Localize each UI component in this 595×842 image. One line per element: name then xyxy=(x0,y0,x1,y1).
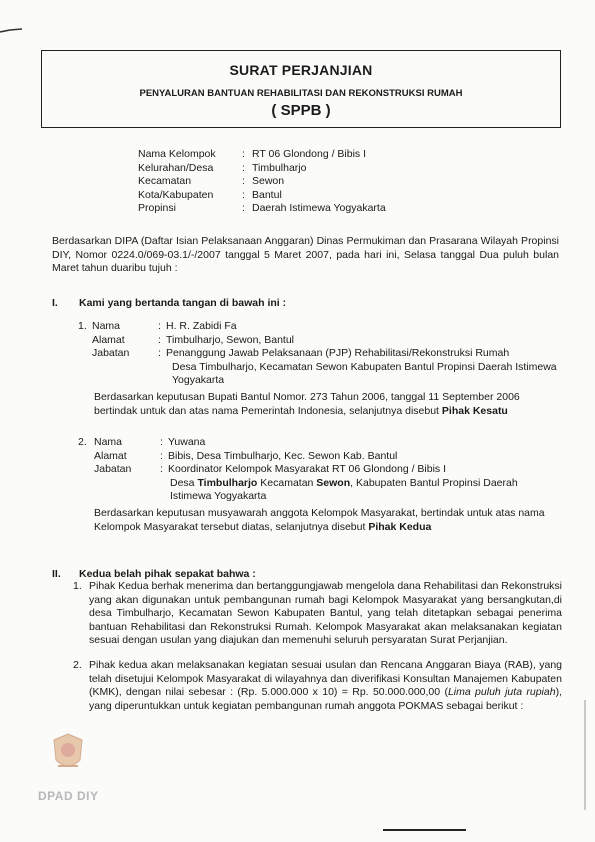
intro-paragraph: Berdasarkan DIPA (Daftar Isian Pelaksanaan Anggaran) Dinas Permukiman dan Prasarana Wilayah Propinsi DIY, Nomor 0224.0/069-03.1/-/2007 tanggal 5 Maret 2007, pada hari ini, Selasa tanggal Dua puluh bulan Maret tahun duaribu tujuh : xyxy=(52,235,559,275)
item-number: 2. xyxy=(73,659,82,671)
party-number: 2. xyxy=(78,436,87,448)
section-title: Kami yang bertanda tangan di bawah ini : xyxy=(79,297,287,309)
info-row: Kota/Kabupaten : Bantul xyxy=(138,188,282,201)
village-name: Timbulharjo xyxy=(197,476,258,489)
item-text: Pihak kedua akan melaksanakan kegiatan sesuai usulan dan Rencana Anggaran Biaya (RAB), yang telah disetujui Kelompok Masyarakat di wilayahnya dan diverifikasi Konsultan Manajemen Kabupaten (KMK), dengan nilai sebesar : (Rp. 5.000.000 x 10) = Rp. 50.000.000,00 ( xyxy=(89,659,562,699)
scan-edge xyxy=(584,700,586,810)
item-text: Pihak Kedua berhak menerima dan bertanggungjawab mengelola dana Rehabilitasi dan Rekonstruksi yang akan digunakan untuk pembangunan rumah bagi Kelompok Masyarakat yang bersangkutan,di desa Timbulharjo, Kecamatan Sewon Kabupaten Bantul, yang telah ditetapkan sebagai penerima bantuan Rehabilitasi dan Rekonstruksi Rumah. Kelompok Masyarakat akan melaksanakan kegiatan sesuai dengan usulan yang diajukan dan memenuhi seluruh persyaratan Surat Perjanjian. xyxy=(89,580,562,647)
district-name: Sewon xyxy=(316,476,351,489)
field-label: Nama xyxy=(92,320,121,332)
watermark: DPAD DIY xyxy=(38,789,99,803)
party-name: H. R. Zabidi Fa xyxy=(166,320,237,332)
party-2-decree xyxy=(94,507,564,534)
section-2-heading xyxy=(52,568,552,580)
signature-line xyxy=(383,829,466,831)
scan-mark xyxy=(0,28,24,34)
info-label: Kelurahan/Desa xyxy=(138,161,214,174)
section-number: I. xyxy=(52,297,58,309)
party-position: Penanggung Jawab Pelaksanaan (PJP) Rehabilitasi/Rekonstruksi Rumah xyxy=(166,347,510,360)
info-value: Sewon xyxy=(252,175,285,188)
party-address: Bibis, Desa Timbulharjo, Kec. Sewon Kab. Bantul xyxy=(168,449,398,462)
info-value: RT 06 Glondong / Bibis I xyxy=(252,148,367,160)
seal-emblem-icon xyxy=(50,732,86,774)
decree-line: Kelompok Masyarakat tersebut diatas, selanjutnya disebut xyxy=(94,520,369,533)
info-label: Kota/Kabupaten xyxy=(138,188,214,201)
info-label: Kecamatan xyxy=(138,175,192,188)
amount-in-words: Lima puluh juta rupiah xyxy=(447,686,556,699)
info-row: Kelurahan/Desa : Timbulharjo xyxy=(138,161,307,174)
field-label: Nama xyxy=(94,436,123,448)
item-text: ), yang diperuntukkan untuk kegiatan pembangunan rumah anggota POKMAS sebagai berikut : xyxy=(89,686,562,712)
decree-line: bertindak untuk dan atas nama Pemerintah Indonesia, selanjutnya disebut xyxy=(94,404,442,417)
party-1: 1. Nama : H. R. Zabidi Fa Alamat : Timbulharjo, Sewon, Bantul Jabatan : Penanggung Jawab Pelaksanaan (PJP) Rehabilitasi/Rekonstruksi Rumah Desa Timbulharjo, Kecamatan Sewon Kabupaten Bantul Propinsi Daerah Istimewa Yogyakarta xyxy=(78,320,563,388)
field-label: Jabatan xyxy=(92,347,130,360)
party-position: Koordinator Kelompok Masyarakat RT 06 Glondong / Bibis I xyxy=(168,463,447,476)
agreement-item-2 xyxy=(73,659,562,713)
info-value: Timbulharjo xyxy=(252,161,307,174)
section-title: Kedua belah pihak sepakat bahwa : xyxy=(79,568,256,580)
info-row: Kecamatan : Sewon xyxy=(138,175,285,188)
party-position-line: Istimewa Yogyakarta xyxy=(170,490,267,503)
document-code: ( SPPB ) xyxy=(271,102,331,119)
group-info xyxy=(138,148,386,216)
agreement-item-1 xyxy=(73,580,562,648)
item-number: 1. xyxy=(73,580,82,592)
party-designation: Pihak Kesatu xyxy=(441,404,508,417)
party-1-decree xyxy=(94,391,564,418)
info-value: Bantul xyxy=(252,188,282,201)
party-position-line: Yogyakarta xyxy=(172,374,225,387)
info-label: Propinsi xyxy=(138,202,176,215)
info-row: Nama Kelompok : RT 06 Glondong / Bibis I xyxy=(138,148,367,160)
party-position-line: Desa Timbulharjo, Kecamatan Sewon Kabupaten Bantul Propinsi Daerah Istimewa xyxy=(172,360,557,373)
decree-line: Berdasarkan keputusan Bupati Bantul Nomor. 273 Tahun 2006, tanggal 11 September 2006 xyxy=(94,391,520,403)
party-name: Yuwana xyxy=(168,436,206,448)
party-address: Timbulharjo, Sewon, Bantul xyxy=(166,333,295,346)
party-designation: Pihak Kedua xyxy=(368,520,432,533)
field-label: Jabatan xyxy=(94,463,132,476)
party-number: 1. xyxy=(78,320,87,332)
position-text: Kecamatan xyxy=(257,476,317,489)
party-position-line xyxy=(170,477,563,491)
field-label: Alamat xyxy=(92,333,125,346)
field-label: Alamat xyxy=(94,449,127,462)
info-label: Nama Kelompok xyxy=(138,148,216,160)
decree-line: Berdasarkan keputusan musyawarah anggota Kelompok Masyarakat, bertindak untuk atas nama xyxy=(94,507,545,519)
section-1-heading xyxy=(52,297,552,309)
position-text: , Kabupaten Bantul Propinsi Daerah xyxy=(350,476,518,489)
section-number: II. xyxy=(52,568,61,580)
document-subtitle: PENYALURAN BANTUAN REHABILITASI DAN REKONSTRUKSI RUMAH xyxy=(139,88,463,99)
info-value: Daerah Istimewa Yogyakarta xyxy=(252,202,386,215)
party-2: 2. Nama : Yuwana Alamat : Bibis, Desa Timbulharjo, Kec. Sewon Kab. Bantul Jabatan : Koordinator Kelompok Masyarakat RT 06 Glondong / Bibis I Desa Timbulharjo Kecamatan Sewon, Kabupaten Bantul Propinsi Daerah Istimewa Yogyakarta xyxy=(78,436,563,504)
info-row: Propinsi : Daerah Istimewa Yogyakarta xyxy=(138,202,386,215)
document-title: SURAT PERJANJIAN xyxy=(229,62,373,78)
position-text: Desa xyxy=(170,476,198,489)
